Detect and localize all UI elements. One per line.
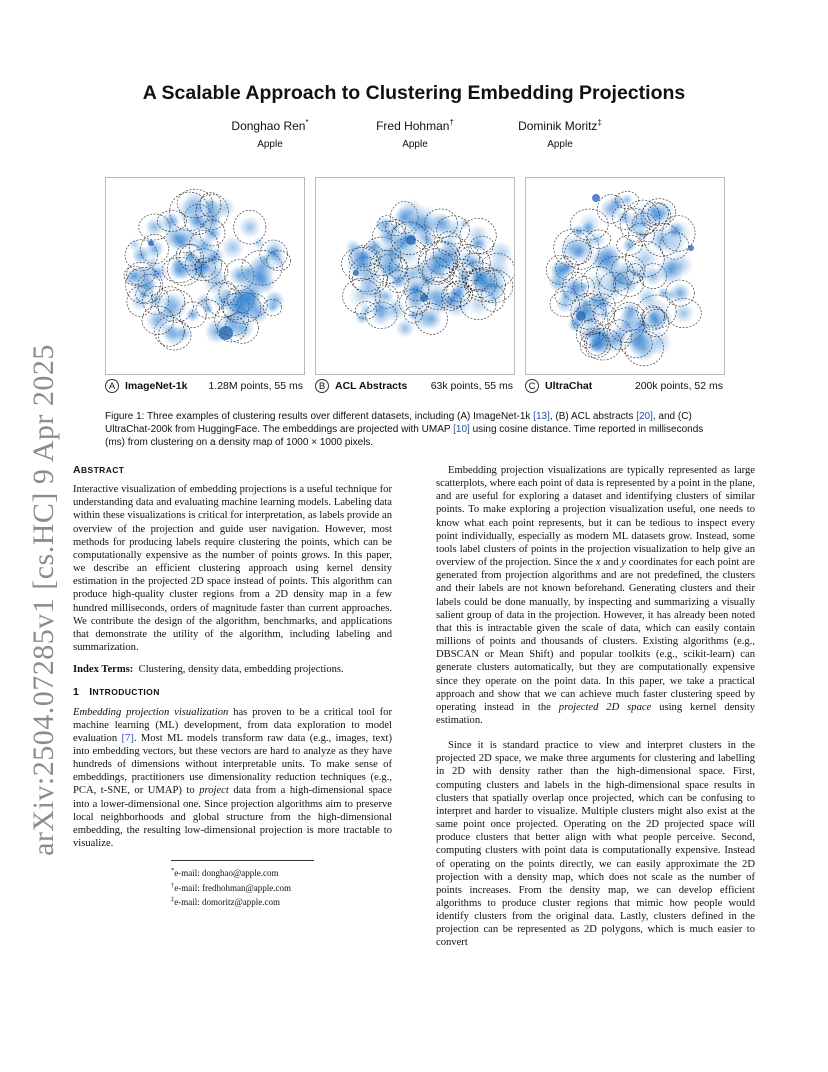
body-paragraph: Since it is standard practice to view and interpret clusters in the projected 2D space, we make three arguments for clustering and labelling in 2D with density rather than the high-dimensional space. First, computing clusters and labels in the high-dimensional space results in clusters that spatially overlap once projected, which can be confusing to interpret and harder to visualize. Multiple clusters might also exist at the same point once projected. Operating on the 2D projected space will produce clusters that better align with what people perceive. Second, computing clusters with point data is computationally expensive. Instead of operating on the points directly, we can easily approximate the 2D projection with a density map, which does not scale as the number of points increases. From the density map, we can develop efficient algorithms to produce cluster regions that mimic how people would identify clusters from the original data. Lastly, clusters defined in the projection can be represented as 2D polygons, which is much easier to convert	[436, 740, 755, 949]
density-blob	[597, 308, 610, 321]
density-peak	[353, 270, 359, 276]
density-blob	[188, 213, 206, 231]
heading-rest: NTRODUCTION	[92, 687, 160, 698]
paper-title: A Scalable Approach to Clustering Embedding Projections	[142, 82, 686, 104]
panel-stats: 1.28M points, 55 ms	[208, 380, 303, 392]
cluster-map-acl	[315, 177, 515, 375]
density-blob	[668, 221, 684, 237]
section-number: 1	[73, 686, 80, 699]
cluster-map-ultrachat	[525, 177, 725, 375]
caption-text: Figure 1: Three examples of clustering results over different datasets, including (A) ImageNet-1k	[105, 411, 534, 422]
density-peak	[406, 235, 416, 245]
density-blob	[392, 267, 413, 288]
panel-stats: 200k points, 52 ms	[634, 380, 723, 392]
footnote-mark: †	[171, 881, 175, 889]
caption-text: using cosine distance. Time reported in milliseconds (ms) from clustering on a density map of 1000 × 1000 pixels.	[105, 424, 704, 448]
density-blob	[619, 274, 639, 294]
cluster-map-imagenet	[105, 177, 305, 375]
panel-dataset: ImageNet-1k	[125, 380, 188, 392]
body-text: has proven to be a critical tool for machine learning (ML) development, from data exploration to model evaluation	[73, 706, 392, 744]
author-affiliation: Apple	[402, 139, 428, 150]
density-blob	[371, 298, 391, 318]
panel-caption	[105, 378, 303, 394]
density-peak	[576, 311, 586, 321]
density-blob	[186, 308, 200, 322]
panel-dataset: ACL Abstracts	[335, 380, 408, 392]
footnote-text: e-mail: fredhohman@apple.com	[174, 882, 291, 893]
density-blob	[589, 295, 600, 306]
density-blob	[145, 240, 164, 259]
density-blob	[551, 260, 571, 280]
footnote-text: e-mail: donghao@apple.com	[174, 868, 279, 879]
footnote	[171, 894, 392, 909]
density-blob	[202, 303, 213, 314]
footnote-mark: *	[171, 867, 175, 875]
density-blob	[629, 204, 656, 231]
emphasis: Embedding projection visualization	[73, 706, 229, 718]
density-blob	[193, 236, 214, 257]
author	[345, 118, 485, 150]
density-blob	[171, 257, 185, 271]
density-blob	[427, 262, 444, 279]
density-blob	[405, 294, 422, 311]
heading-initial: A	[73, 464, 81, 476]
emphasis: x	[595, 557, 601, 569]
index-terms-label: Index Terms:	[73, 664, 134, 676]
author-list	[200, 118, 630, 150]
author-mark: *	[305, 118, 309, 127]
panel-letter: C	[525, 379, 539, 393]
body-text: using kernel density estimation.	[436, 701, 755, 726]
right-column	[436, 464, 755, 950]
density-blob	[146, 256, 159, 269]
author-mark: †	[449, 118, 454, 127]
density-blob	[466, 257, 480, 271]
emphasis: projected 2D space	[558, 701, 652, 713]
body-text: coordinates for each point are generated from projection algorithms and are not predefined, the clusters and their labels are not known beforehand. Generating clusters and their labels could be done manually, by inspecting and summarizing a visually salient group of data in the projection. However, it has already been noted that this is intractable given the scale of data, which can easily contain millions of points and thousands of clusters. Existing algorithms (e.g., DBSCAN or Mean Shift) and popular toolkits (e.g., scikit-learn) can generate clusters automatically, but they are computationally expensive since they operate on the point data. In this paper, we take a practical approach and show that we can achieve much faster clustering speed by operating instead in the	[436, 557, 755, 713]
panel-caption	[525, 378, 723, 394]
density-blob	[489, 241, 513, 265]
panel-letter: A	[105, 379, 119, 393]
density-blob	[349, 284, 374, 309]
density-blob	[583, 232, 600, 249]
citation-link[interactable]: [10]	[453, 424, 470, 435]
density-blob	[622, 302, 641, 321]
citation-link[interactable]: [7]	[121, 732, 134, 744]
density-blob	[627, 323, 654, 350]
index-terms	[73, 663, 392, 676]
emphasis: y	[621, 557, 626, 569]
density-blob	[222, 288, 232, 298]
arxiv-identifier: arXiv:2504.07285v1 [cs.HC] 9 Apr 2025	[27, 344, 60, 856]
density-blob	[253, 237, 266, 250]
density-blob	[232, 286, 253, 307]
density-blob	[264, 290, 285, 311]
body-paragraph	[436, 464, 755, 727]
body-text: . Most ML models transform raw data (e.g., images, text) into embedding vectors, but these vectors are hard to analyze as they have hundreds of dimensions without interpretable units. To make sense of embeddings, practitioners use dimensionality reduction techniques (e.g., PCA, t-SNE, or UMAP) to	[73, 732, 392, 797]
figure-1	[105, 177, 725, 373]
heading-initial: I	[89, 686, 93, 699]
figure-caption	[105, 410, 725, 449]
caption-text: , and (C) UltraChat-200k from HuggingFace. The embeddings are projected with UMAP	[105, 411, 692, 435]
author-name: Dominik Moritz	[518, 119, 598, 133]
abstract-text: Interactive visualization of embedding projections is a useful technique for understanding data and evaluating machine learning models. Labeling data within these visualizations is critical for interpretation, as labels provide an overview of the projection and guide user navigation. However, most methods for producing labels require clustering the points, which can be computationally expensive as the number of points grows. In this paper, we describe an efficient clustering approach using kernel density estimation in the projected 2D space instead of points. This algorithm can produce high-quality cluster regions from a 2D density map in a few hundred milliseconds, orders of magnitude faster than current approaches. We contribute the design of the algorithm, benchmarks, and applications that demonstrate the utility of the algorithm, including labeling and summarization.	[73, 484, 392, 654]
abstract-heading	[73, 464, 392, 477]
author-name: Fred Hohman	[376, 119, 450, 133]
density-peak	[688, 245, 694, 251]
density-blob	[466, 224, 490, 248]
author	[490, 118, 630, 150]
emphasis: project	[199, 785, 229, 797]
density-blob	[482, 274, 507, 299]
author	[200, 118, 340, 150]
body-text: and	[600, 557, 622, 569]
density-peak	[592, 194, 600, 202]
citation-link[interactable]: [20]	[636, 411, 653, 422]
author-affiliation: Apple	[547, 139, 573, 150]
density-blob	[375, 217, 392, 234]
density-blob	[129, 239, 142, 252]
density-blob	[421, 308, 443, 330]
panel-dataset: UltraChat	[545, 380, 593, 392]
footnote	[171, 880, 392, 895]
density-blob	[589, 337, 604, 352]
density-peak	[420, 294, 428, 302]
body-text: data from a high-dimensional space into a lower-dimensional one. Since projection algorithms aim to preserve local neighborhoods and global structure from the high-dimensional embedding, the resulting low-dimensional projection is more tractable to visualize.	[73, 785, 393, 850]
density-blob	[559, 236, 584, 261]
density-plot	[526, 178, 724, 374]
density-blob	[657, 257, 684, 284]
density-blob	[346, 243, 368, 265]
density-blob	[441, 235, 457, 251]
panel-letter: B	[315, 379, 329, 393]
density-blob	[164, 213, 179, 228]
density-peak	[219, 326, 233, 340]
footnote	[171, 865, 392, 880]
author-affiliation: Apple	[257, 139, 283, 150]
density-blob	[132, 273, 157, 298]
footnote-text: e-mail: domoritz@apple.com	[174, 897, 281, 908]
density-blob	[621, 194, 634, 207]
density-blob	[561, 278, 589, 306]
footnote-mark: ‡	[171, 896, 175, 904]
density-blob	[239, 216, 261, 238]
footnote-rule	[171, 860, 314, 861]
caption-text: , (B) ACL abstracts	[549, 411, 637, 422]
density-blob	[271, 253, 287, 269]
intro-paragraph	[73, 706, 392, 851]
index-terms-text: Clustering, density data, embedding projections.	[138, 664, 344, 676]
density-blob	[572, 225, 585, 238]
density-plot	[106, 178, 304, 374]
density-blob	[451, 283, 467, 299]
author-mark: ‡	[597, 118, 602, 127]
density-peak	[148, 240, 154, 246]
panel-caption	[315, 378, 513, 394]
density-blob	[203, 197, 218, 212]
density-plot	[316, 178, 514, 374]
density-blob	[396, 319, 415, 338]
density-blob	[663, 289, 676, 302]
density-blob	[215, 197, 236, 218]
citation-link[interactable]: [13]	[533, 411, 550, 422]
panel-captions	[105, 378, 725, 394]
heading-rest: BSTRACT	[80, 465, 125, 475]
density-blob	[146, 309, 170, 333]
panel-stats: 63k points, 55 ms	[430, 380, 513, 392]
author-name: Donghao Ren	[231, 119, 306, 133]
left-column	[73, 464, 392, 909]
body-text: Embedding projection visualizations are typically represented as large scatterplots, where each point of data is represented by a point in the plane, and are useful for exploring a dataset and identifying clusters of similar points. To make exploring a projection visualization useful, one needs to know what each point represents, but it can be tedious to inspect every point individually, especially as modern ML datasets grow. Instead, some tools label clusters of points in the projection visualization to help give an overview of the projection. Since the	[436, 465, 755, 569]
intro-heading	[73, 686, 392, 699]
